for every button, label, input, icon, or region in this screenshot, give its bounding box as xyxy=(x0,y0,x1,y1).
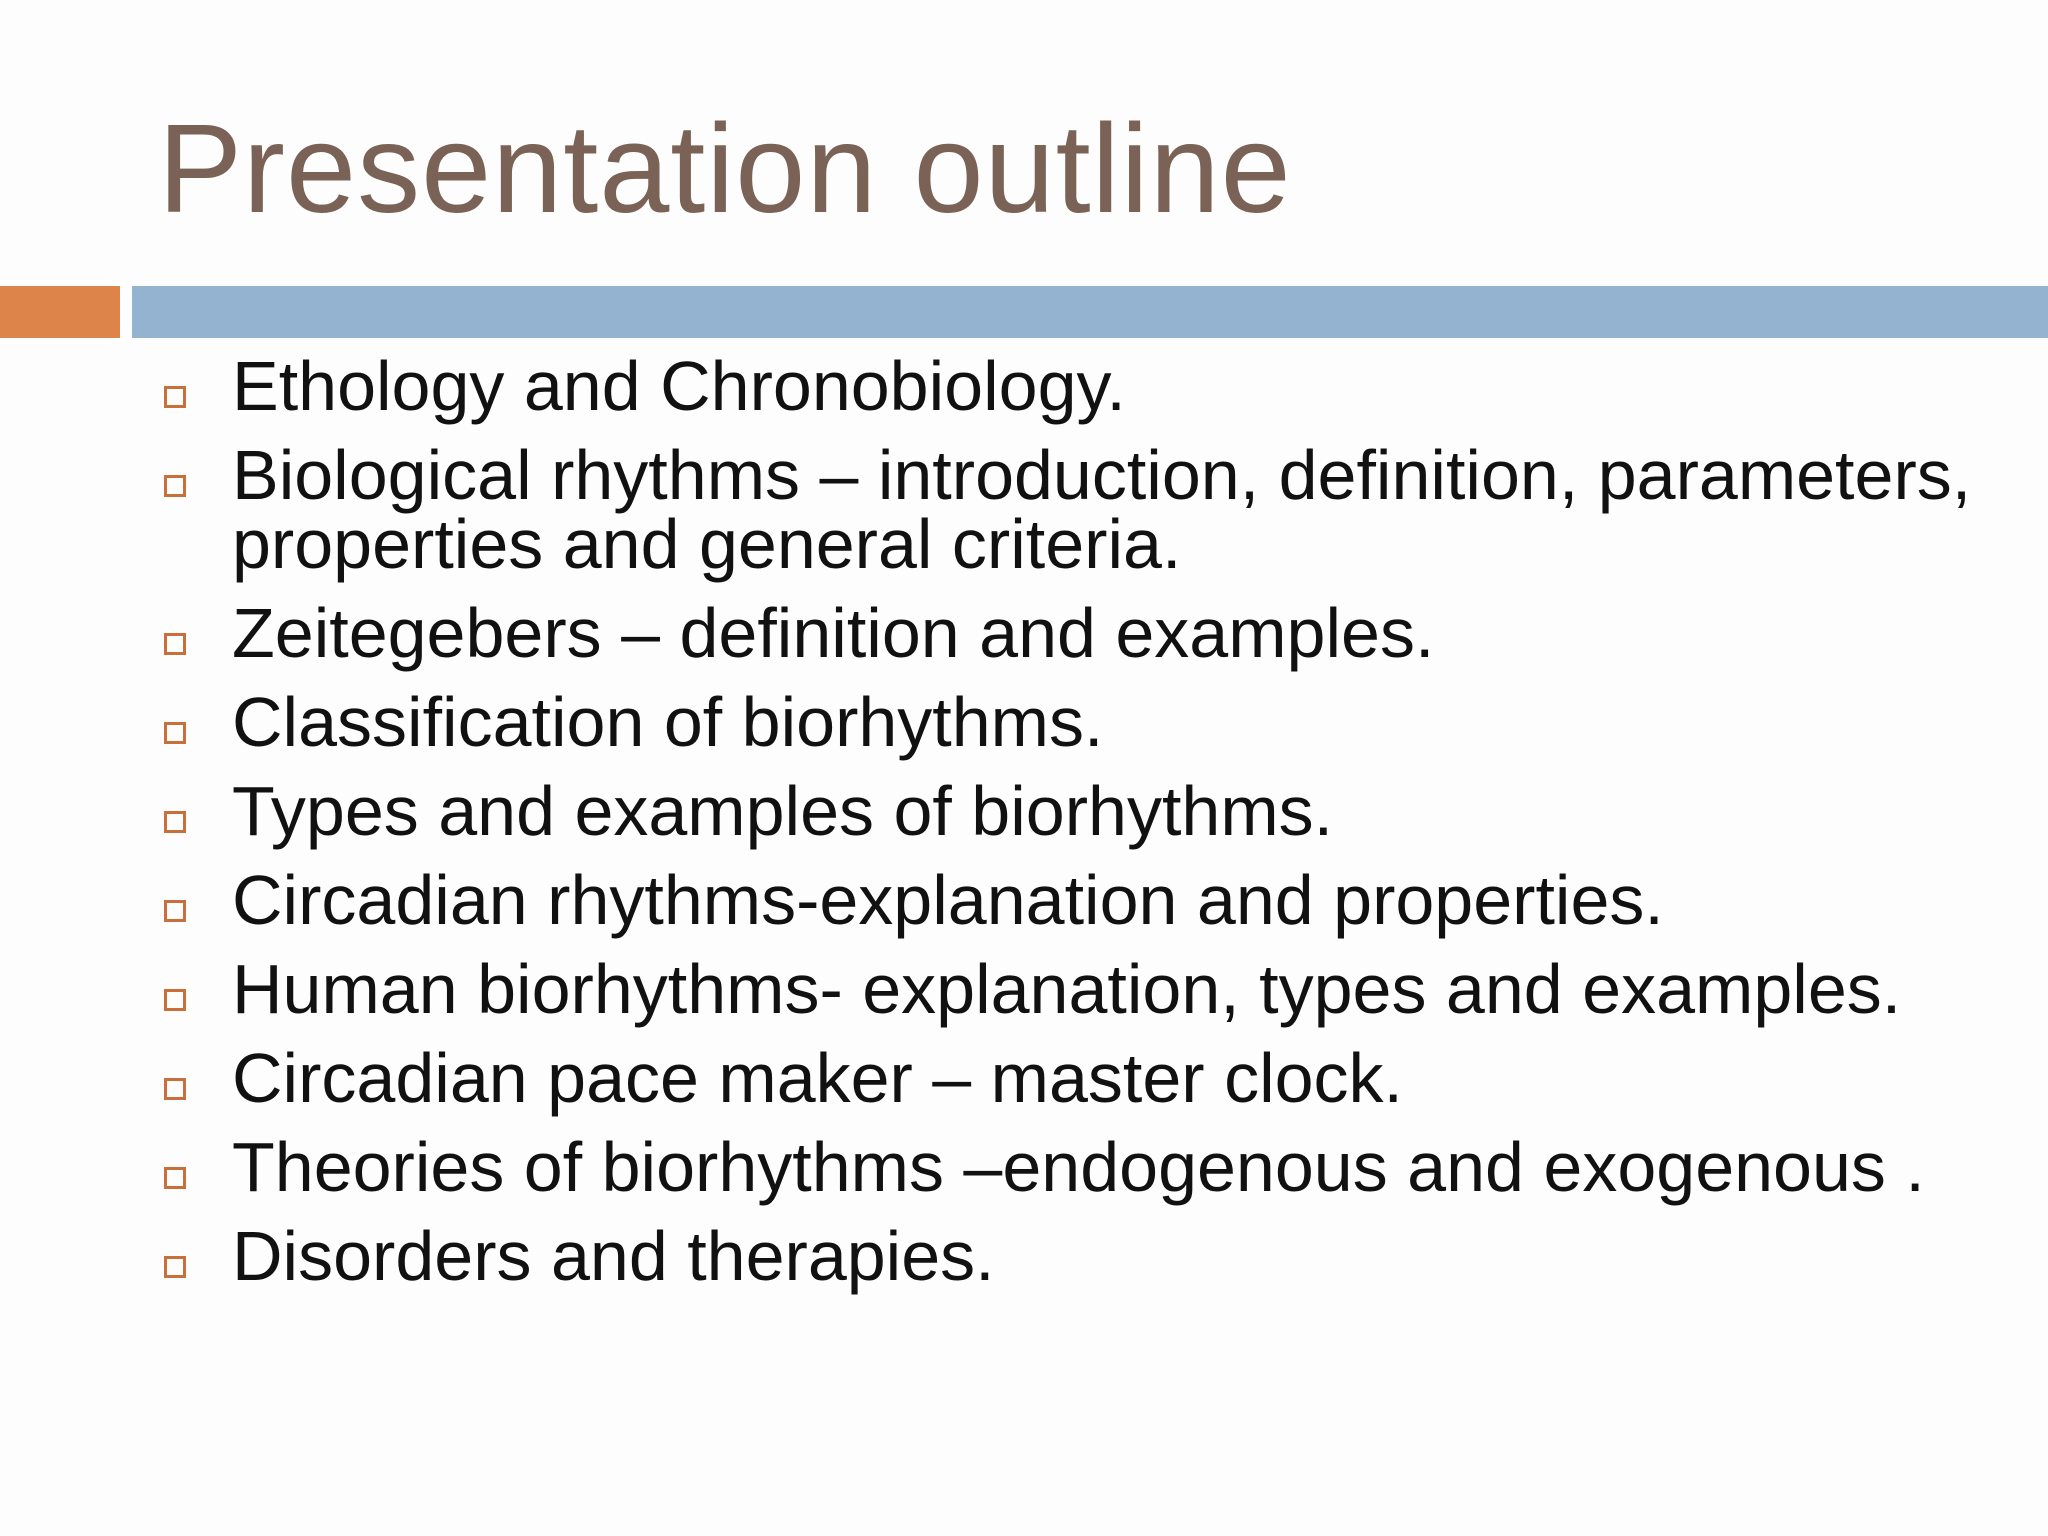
square-bullet-icon xyxy=(164,1256,186,1278)
square-bullet-icon xyxy=(164,1167,186,1189)
title-accent-blue-bar xyxy=(132,286,2048,338)
square-bullet-icon xyxy=(164,475,186,497)
outline-item xyxy=(160,1217,2020,1295)
outline-item-text: Ethology and Chronobiology. xyxy=(232,347,1126,425)
outline-item xyxy=(160,436,2020,583)
square-bullet-icon xyxy=(164,722,186,744)
outline-item-text: Theories of biorhythms –endogenous and exogenous . xyxy=(232,1128,1925,1206)
square-bullet-icon xyxy=(164,900,186,922)
outline-list xyxy=(160,347,2020,1311)
outline-item xyxy=(160,950,2020,1028)
outline-item xyxy=(160,861,2020,939)
square-bullet-icon xyxy=(164,386,186,408)
square-bullet-icon xyxy=(164,811,186,833)
outline-item-text: Classification of biorhythms. xyxy=(232,683,1104,761)
outline-item-text: Circadian pace maker – master clock. xyxy=(232,1039,1403,1117)
outline-item-text: Human biorhythms- explanation, types and examples. xyxy=(232,950,1902,1028)
slide-title: Presentation outline xyxy=(158,98,1292,239)
square-bullet-icon xyxy=(164,633,186,655)
outline-item-text: Types and examples of biorhythms. xyxy=(232,772,1334,850)
outline-item xyxy=(160,1039,2020,1117)
outline-item-text: Disorders and therapies. xyxy=(232,1217,995,1295)
outline-item-text: Circadian rhythms-explanation and properties. xyxy=(232,861,1664,939)
outline-item xyxy=(160,772,2020,850)
title-accent-orange-bar xyxy=(0,286,120,338)
square-bullet-icon xyxy=(164,1078,186,1100)
outline-item-text: Biological rhythms – introduction, definition, parameters, properties and general criteria. xyxy=(232,436,1972,583)
outline-item xyxy=(160,347,2020,425)
outline-item xyxy=(160,1128,2020,1206)
outline-item xyxy=(160,683,2020,761)
outline-item-text: Zeitegebers – definition and examples. xyxy=(232,594,1435,672)
square-bullet-icon xyxy=(164,989,186,1011)
outline-item xyxy=(160,594,2020,672)
